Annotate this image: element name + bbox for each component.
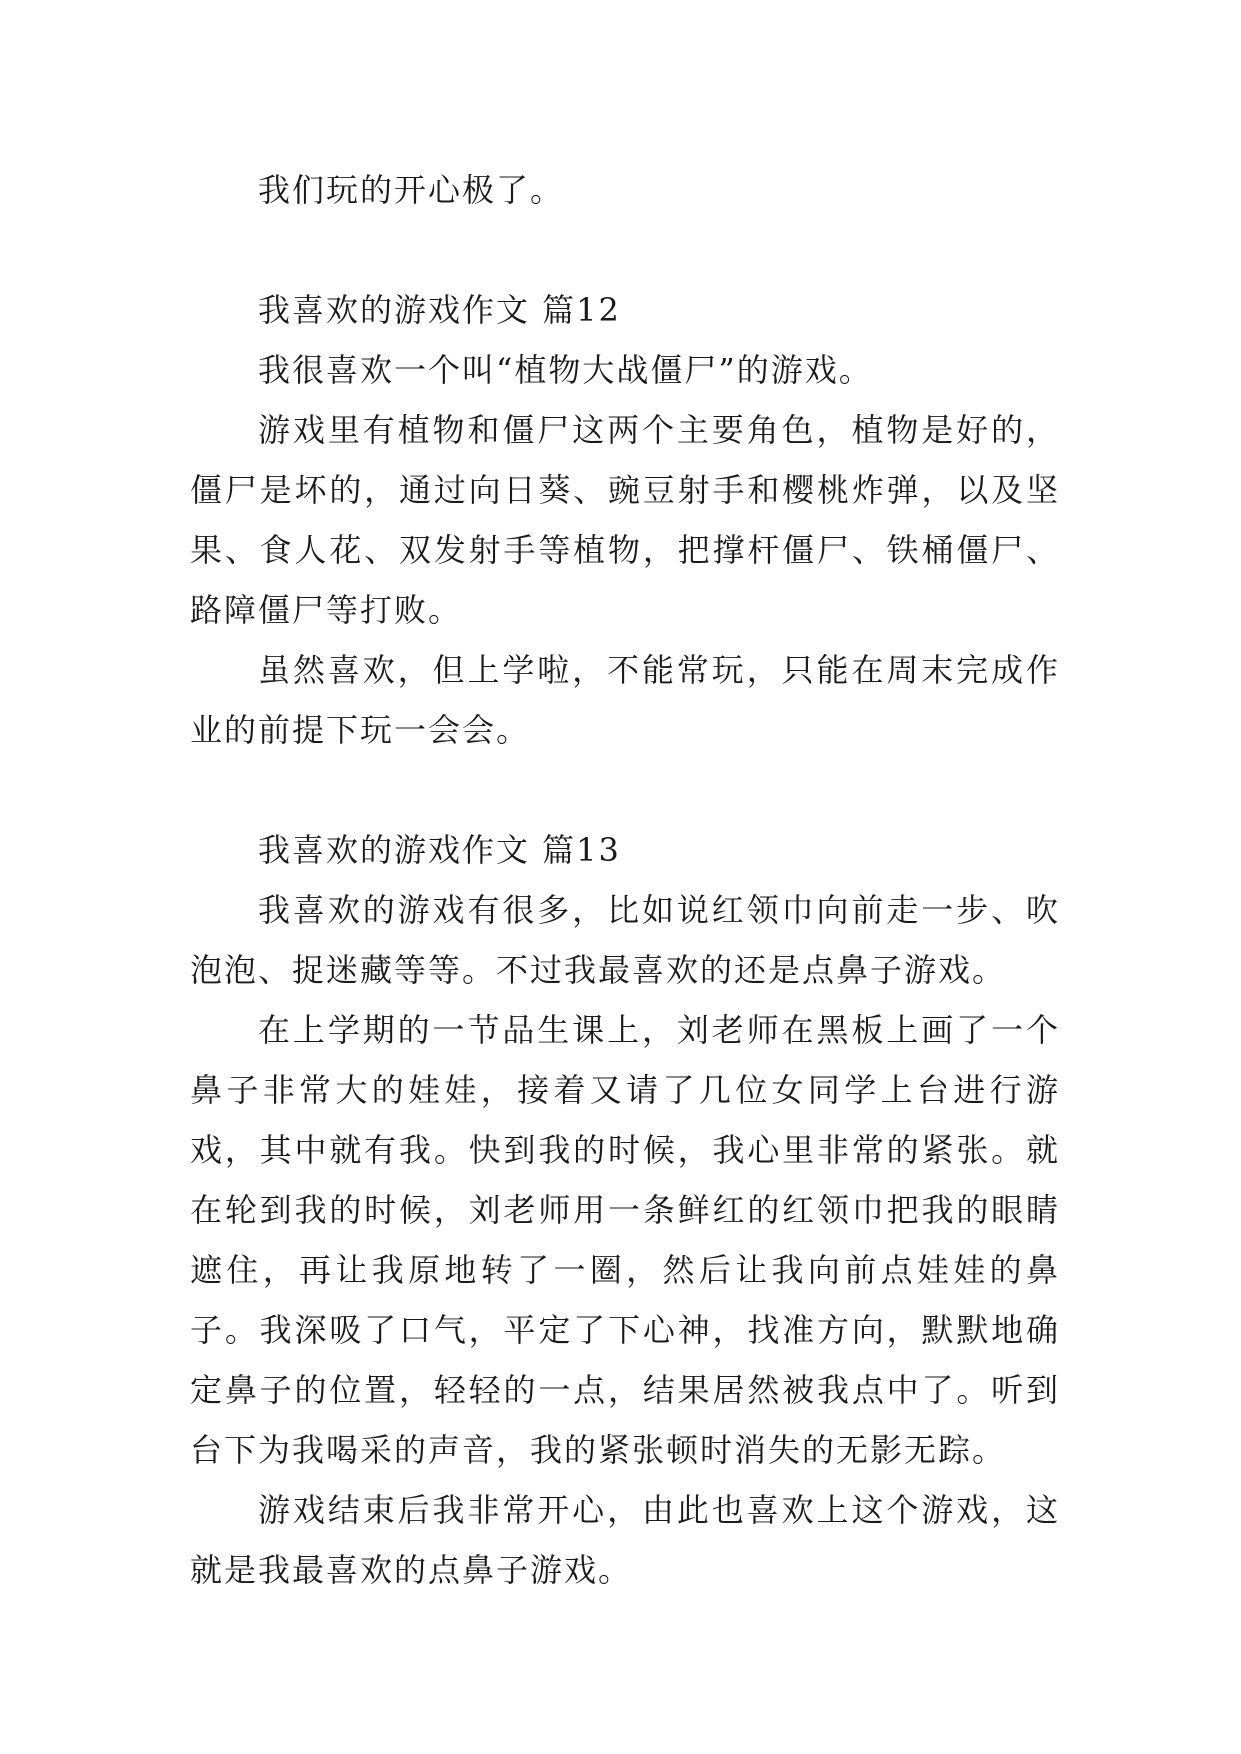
paragraph-ending-prev-essay: 我们玩的开心极了。 [258,171,565,209]
essay-13-paragraph-3: 游戏结束后我非常开心，由此也喜欢上这个游戏，这就是我最喜欢的点鼻子游戏。 [190,1491,1060,1589]
section-gap [190,760,1060,820]
essay-13-paragraph-1: 我喜欢的游戏有很多，比如说红领巾向前走一步、吹泡泡、捉迷藏等等。不过我最喜欢的还是点鼻子游戏。 [190,891,1060,989]
essay-12-heading: 我喜欢的游戏作文 篇12 [258,291,621,329]
essay-13-heading: 我喜欢的游戏作文 篇13 [258,831,621,869]
section-gap [190,220,1060,280]
essay-13-paragraph-2: 在上学期的一节品生课上，刘老师在黑板上画了一个鼻子非常大的娃娃，接着又请了几位女同学上台进行游戏，其中就有我。快到我的时候，我心里非常的紧张。就在轮到我的时候，刘老师用一条鲜红的红领巾把我的眼睛遮住，再让我原地转了一圈，然后让我向前点娃娃的鼻子。我深吸了口气，平定了下心神，找准方向，默默地确定鼻子的位置，轻轻的一点，结果居然被我点中了。听到台下为我喝采的声音，我的紧张顿时消失的无影无踪。 [190,1011,1060,1469]
essay-12-paragraph-1: 我很喜欢一个叫“植物大战僵尸”的游戏。 [258,351,873,389]
document-body [190,160,1060,1600]
essay-12-paragraph-3: 虽然喜欢，但上学啦，不能常玩，只能在周末完成作业的前提下玩一会会。 [190,651,1060,749]
essay-12-paragraph-2: 游戏里有植物和僵尸这两个主要角色，植物是好的，僵尸是坏的，通过向日葵、豌豆射手和樱桃炸弹，以及坚果、食人花、双发射手等植物，把撑杆僵尸、铁桶僵尸、路障僵尸等打败。 [190,411,1060,629]
